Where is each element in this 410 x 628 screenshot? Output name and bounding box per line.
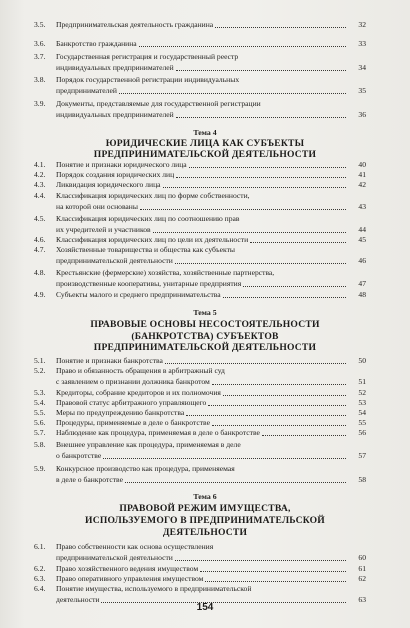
entry-page-number: 33 [358,39,366,48]
entry-number: 5.4. [34,398,46,407]
leader-dots [243,285,346,287]
entry-page-number: 45 [358,235,366,244]
entry-number: 5.3. [34,388,46,397]
leader-dots [215,26,346,28]
entry-title-line[interactable]: Право собственности как основа осуществления [56,542,214,551]
entry-number: 6.4. [34,584,46,593]
leader-dots [140,208,346,210]
entry-number: 6.2. [34,564,46,573]
entry-number: 3.8. [34,75,46,84]
entry-number: 3.7. [34,52,46,61]
leader-dots [189,166,346,168]
leader-dots [176,69,346,71]
entry-title-line[interactable]: Правовой статус арбитражного управляющего [56,398,207,407]
entry-title-line[interactable]: с заявлением о признании должника банкротом [56,377,210,386]
entry-title-line[interactable]: предпринимательской деятельности [56,256,173,265]
leader-dots [262,434,346,436]
entry-title-line[interactable]: Внешнее управление как процедура, применяемая в деле [56,440,241,449]
entry-number: 4.5. [34,214,46,223]
entry-title-line[interactable]: Понятие и признаки банкротства [56,356,163,365]
entry-page-number: 40 [358,160,366,169]
entry-title-line[interactable]: на которой они основаны [56,202,138,211]
entry-number: 3.5. [34,20,46,29]
topic-label: Тема 5 [193,308,217,317]
entry-page-number: 51 [358,377,366,386]
section-heading-line: ДЕЯТЕЛЬНОСТИ [162,527,248,538]
entry-page-number: 47 [358,279,366,288]
entry-number: 5.5. [34,408,46,417]
leader-dots [186,414,346,416]
leader-dots [175,559,346,561]
entry-number: 4.4. [34,191,46,200]
entry-title-line[interactable]: Классификация юридических лиц по цели их деятельности [56,235,249,244]
topic-label: Тема 6 [193,492,217,501]
leader-dots [208,404,346,406]
entry-page-number: 36 [358,110,366,119]
entry-number: 6.3. [34,574,46,583]
entry-page-number: 44 [358,225,366,234]
entry-number: 5.2. [34,366,46,375]
leader-dots [163,186,346,188]
entry-page-number: 43 [358,202,366,211]
entry-title-line[interactable]: Классификация юридических лиц по форме собственности, [56,191,250,200]
entry-title-line[interactable]: Меры по предупреждению банкротства [56,408,185,417]
leader-dots [103,457,346,459]
entry-number: 4.3. [34,180,46,189]
entry-title-line[interactable]: деятельности [56,595,100,604]
entry-page-number: 46 [358,256,366,265]
section-heading-line: ПРАВОВОЙ РЕЖИМ ИМУЩЕСТВА, [119,503,291,514]
entry-page-number: 42 [358,180,366,189]
entry-title-line[interactable]: Понятие имущества, используемого в предпринимательской [56,584,252,593]
leader-dots [165,362,346,364]
entry-page-number: 48 [358,290,366,299]
entry-title-line[interactable]: Крестьянские (фермерские) хозяйства, хозяйственные партнерства, [56,268,275,277]
entry-number: 5.9. [34,464,46,473]
entry-title-line[interactable]: Право оперативного управления имуществом [56,574,204,583]
entry-title-line[interactable]: Наблюдение как процедура, применяемая в деле о банкротстве [56,428,260,437]
entry-title-line[interactable]: Право и обязанность обращения в арбитражный суд [56,366,225,375]
entry-title-line[interactable]: индивидуальных предпринимателей [56,63,174,72]
leader-dots [223,296,346,298]
entry-page-number: 58 [358,475,366,484]
leader-dots [205,580,346,582]
entry-page-number: 34 [358,63,366,72]
entry-title-line[interactable]: Ликвидация юридического лица [56,180,161,189]
entry-number: 3.6. [34,39,46,48]
entry-title-line[interactable]: Понятие и признаки юридического лица [56,160,187,169]
entry-title-line[interactable]: производственные кооперативы, унитарные предприятия [56,279,242,288]
section-heading-line: ПРЕДПРИНИМАТЕЛЬСКОЙ ДЕЯТЕЛЬНОСТИ [93,342,317,353]
entry-title-line[interactable]: Субъекты малого и среднего предпринимательства [56,290,221,299]
entry-page-number: 63 [358,595,366,604]
entry-page-number: 61 [358,564,366,573]
entry-page-number: 60 [358,553,366,562]
leader-dots [176,176,346,178]
entry-title-line[interactable]: их учредителей и участников [56,225,151,234]
entry-number: 5.7. [34,428,46,437]
entry-page-number: 53 [358,398,366,407]
page-number: 154 [196,602,214,613]
entry-title-line[interactable]: Порядок создания юридических лиц [56,170,175,179]
entry-number: 3.9. [34,99,46,108]
leader-dots [125,481,346,483]
section-heading-line: (БАНКРОТСТВА) СУБЪЕКТОВ [131,331,279,342]
section-heading-line: ИСПОЛЬЗУЕМОГО В ПРЕДПРИНИМАТЕЛЬСКОЙ [85,515,325,526]
leader-dots [175,262,346,264]
entry-page-number: 32 [358,20,366,29]
leader-dots [212,424,346,426]
entry-number: 4.7. [34,245,46,254]
entry-title-line[interactable]: Хозяйственные товарищества и общества как субъекты [56,245,235,254]
entry-page-number: 55 [358,418,366,427]
entry-number: 4.1. [34,160,46,169]
entry-page-number: 54 [358,408,366,417]
entry-number: 5.8. [34,440,46,449]
entry-number: 5.6. [34,418,46,427]
entry-title-line[interactable]: Кредиторы, собрание кредиторов и их полномочия [56,388,221,397]
entry-page-number: 52 [358,388,366,397]
entry-title-line[interactable]: Право хозяйственного ведения имуществом [56,564,199,573]
entry-title-line[interactable]: в деле о банкротстве [56,475,123,484]
entry-title-line[interactable]: Порядок государственной регистрации индивидуальных [56,75,240,84]
entry-title-line[interactable]: о банкротстве [56,451,102,460]
section-heading-line: ПРАВОВЫЕ ОСНОВЫ НЕСОСТОЯТЕЛЬНОСТИ [90,319,320,330]
entry-title-line[interactable]: Государственная регистрация и государственный реестр [56,52,239,61]
leader-dots [200,570,346,572]
entry-title-line[interactable]: индивидуальных предпринимателей [56,110,174,119]
entry-title-line[interactable]: Банкротство гражданина [56,39,137,48]
entry-number: 4.2. [34,170,46,179]
leader-dots [153,231,346,233]
entry-title-line[interactable]: Конкурсное производство как процедура, применяемая [56,464,235,473]
entry-number: 5.1. [34,356,46,365]
section-heading-line: ПРЕДПРИНИМАТЕЛЬСКОЙ ДЕЯТЕЛЬНОСТИ [93,149,317,160]
entry-page-number: 57 [358,451,366,460]
entry-title-line[interactable]: Классификация юридических лиц по соотношению прав [56,214,240,223]
topic-label: Тема 4 [193,128,217,137]
entry-number: 6.1. [34,542,46,551]
entry-title-line[interactable]: предпринимательской деятельности [56,553,173,562]
leader-dots [212,383,346,385]
leader-dots [223,394,346,396]
entry-number: 4.8. [34,268,46,277]
entry-page-number: 56 [358,428,366,437]
entry-number: 4.9. [34,290,46,299]
entry-number: 4.6. [34,235,46,244]
entry-title-line[interactable]: Предпринимательская деятельность гражданина [56,20,214,29]
leader-dots [176,116,346,118]
entry-title-line[interactable]: Документы, представляемые для государственной регистрации [56,99,261,108]
entry-title-line[interactable]: предпринимателей [56,86,117,95]
entry-page-number: 41 [358,170,366,179]
entry-page-number: 35 [358,86,366,95]
leader-dots [139,45,346,47]
entry-page-number: 62 [358,574,366,583]
section-heading-line: ЮРИДИЧЕСКИЕ ЛИЦА КАК СУБЪЕКТЫ [105,138,305,149]
entry-page-number: 50 [358,356,366,365]
leader-dots [119,92,346,94]
leader-dots [250,241,346,243]
entry-title-line[interactable]: Процедуры, применяемые в деле о банкротстве [56,418,210,427]
